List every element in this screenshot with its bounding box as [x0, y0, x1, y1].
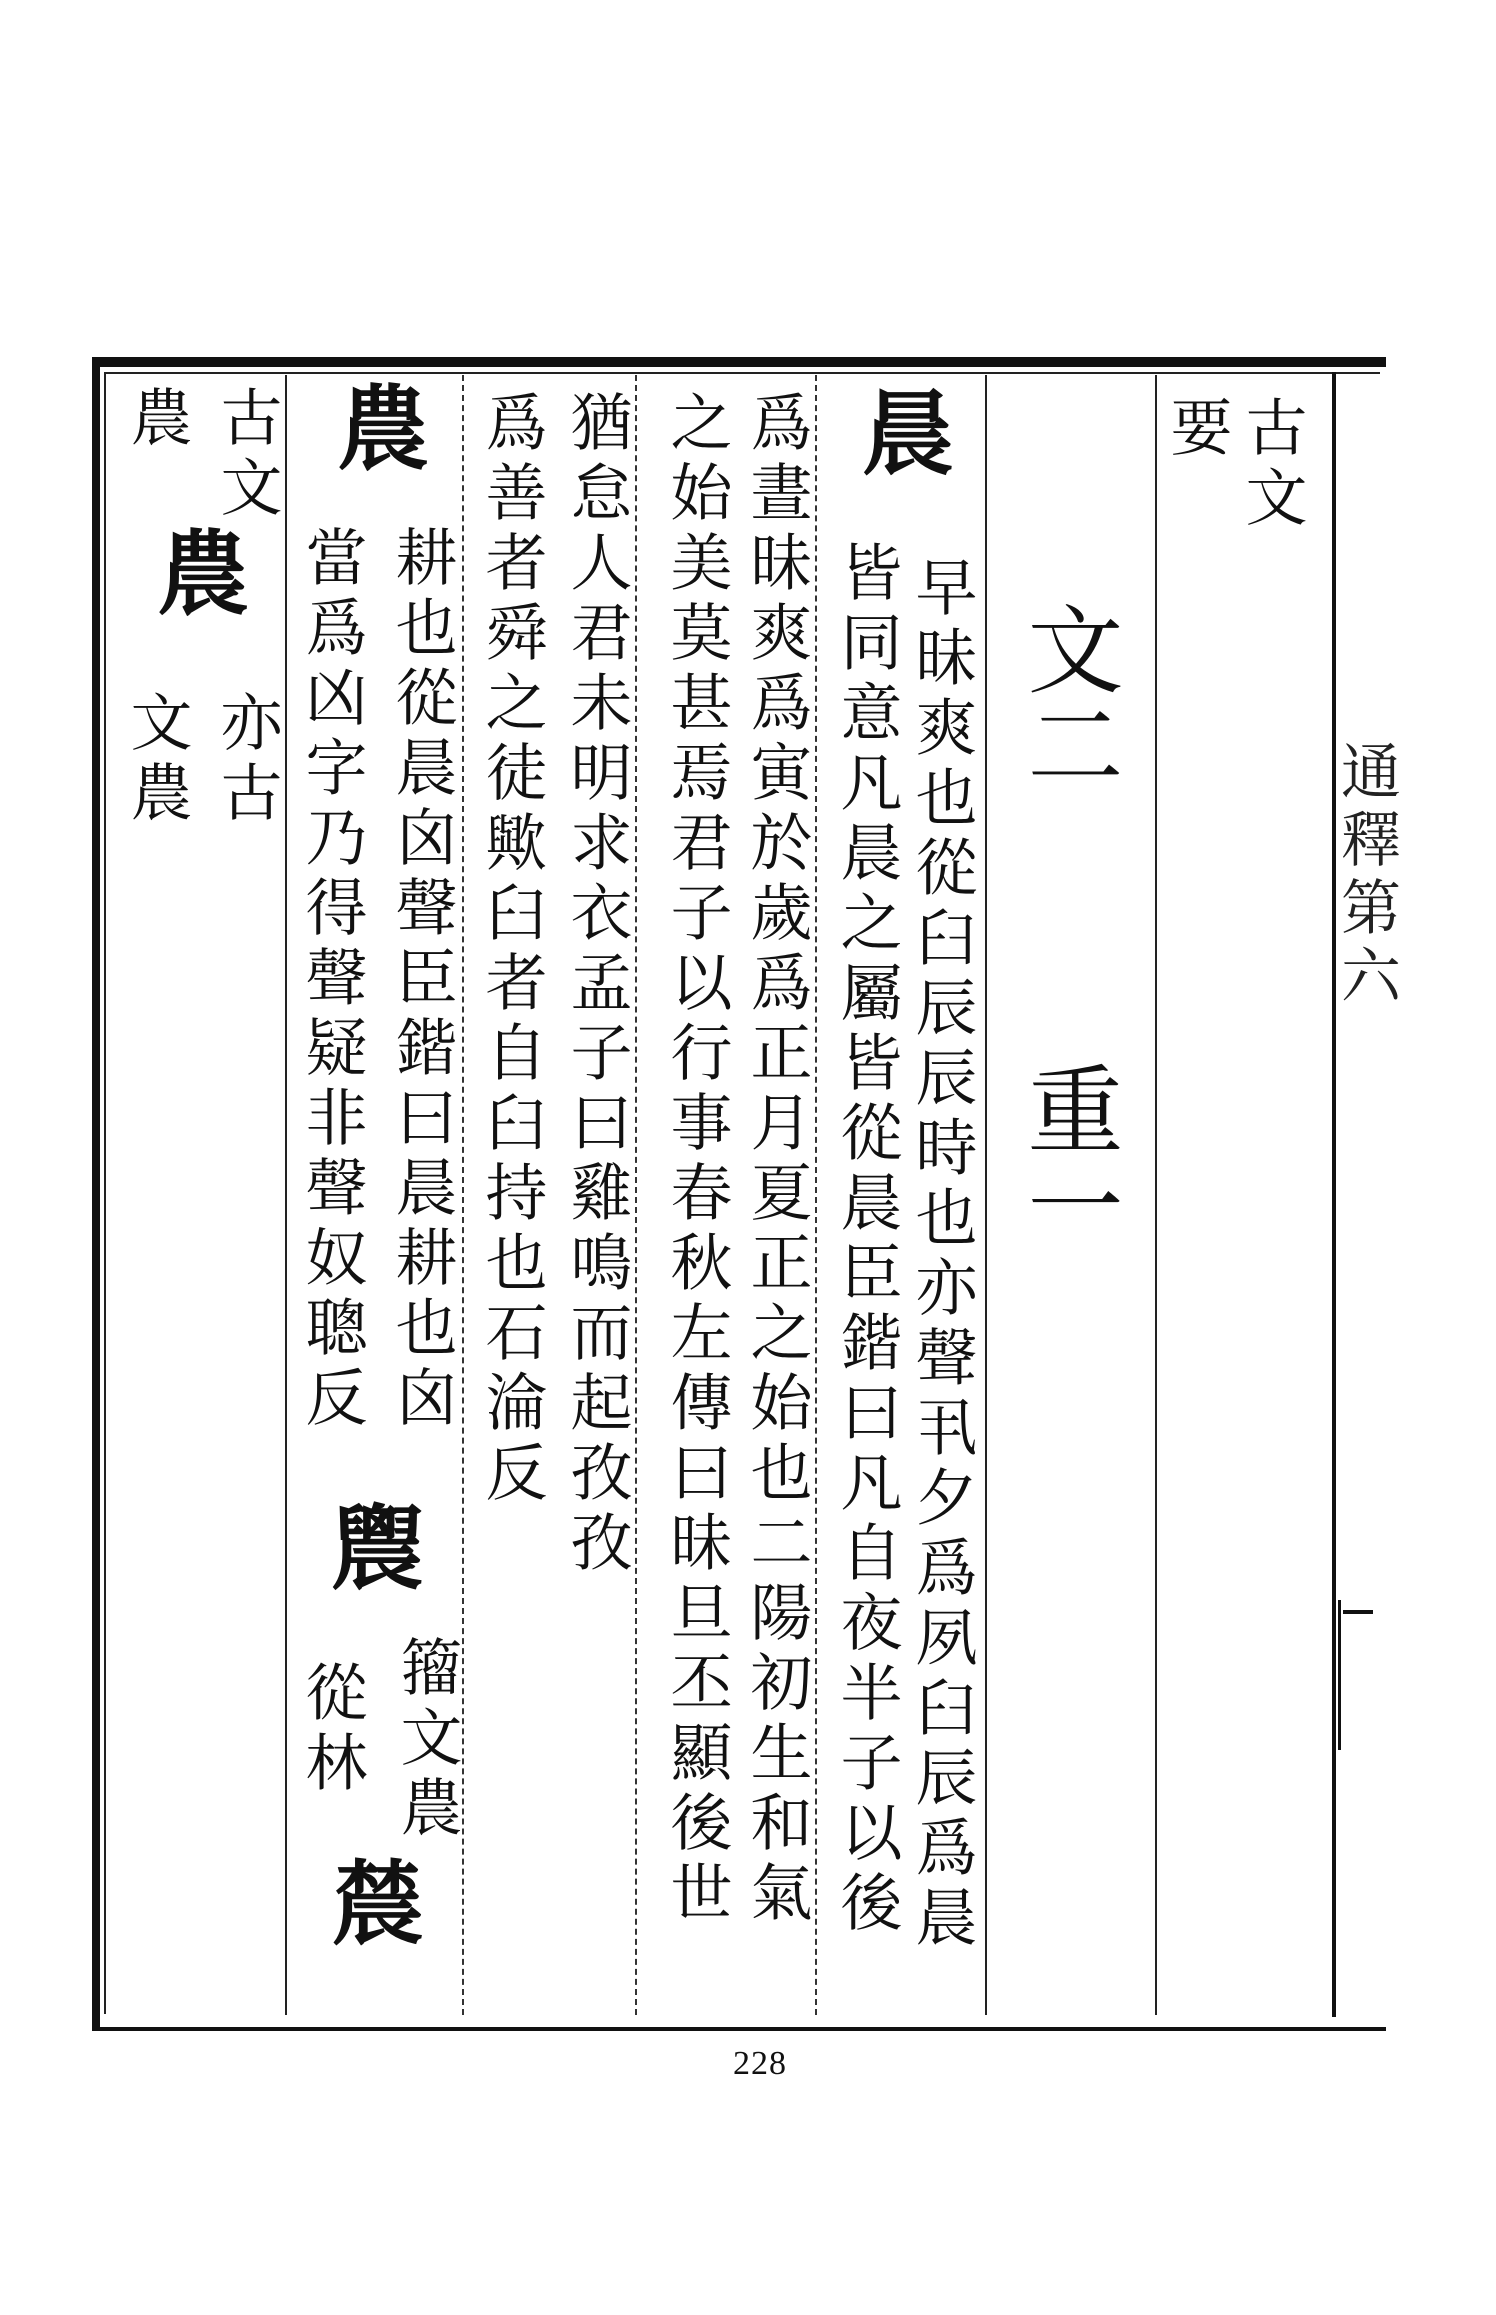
- text-column-8: 爲善者舜之徒歟臼者自臼持也石淪反: [475, 390, 548, 1510]
- text-yi-gu: 亦古: [210, 690, 283, 830]
- text-column-12-top: 農: [120, 385, 193, 455]
- column-rule: [635, 375, 637, 2015]
- page-number: 228: [733, 2045, 787, 2082]
- margin-rule: [1332, 372, 1336, 2017]
- seal-character-nong-variant: 辳: [317, 1855, 425, 1955]
- text-column-7: 猶怠人君未明求衣孟子曰雞鳴而起孜孜: [560, 390, 633, 1580]
- text-column-6: 之始美莫甚焉君子以行事春秋左傳曰昧旦丕顯後世: [660, 390, 733, 1930]
- seal-character-nong-guwen: 農: [142, 525, 250, 625]
- column-rule: [1155, 375, 1157, 2015]
- note-guwen: 古文: [1235, 395, 1308, 535]
- text-wen-nong: 文農: [120, 690, 193, 830]
- heading-wen-er: 文二: [1012, 600, 1124, 792]
- column-rule: [285, 375, 287, 2015]
- text-column-5: 爲晝昧爽爲寅於歲爲正月夏正之始也二陽初生和氣: [740, 390, 813, 1930]
- text-column-10: 當爲凶字乃得聲疑非聲奴聰反: [295, 525, 368, 1435]
- text-guwen-label: 古文: [210, 385, 283, 525]
- column-rule: [985, 375, 987, 2015]
- margin-label-box: [1331, 720, 1401, 1240]
- seal-character-chen: 晨: [847, 385, 955, 485]
- margin-label: 通釋第六: [1331, 740, 1401, 1012]
- text-column-9: 耕也從晨囟聲臣鍇曰晨耕也囟: [385, 525, 458, 1435]
- heading-chong-yi: 重一: [1012, 1060, 1124, 1252]
- seal-character-nong-zhouwen: 䢉: [317, 1500, 425, 1600]
- note-yao: 要: [1160, 395, 1233, 465]
- text-cong-lin: 從林: [295, 1660, 368, 1800]
- column-rule: [815, 375, 817, 2015]
- seal-character-nong: 農: [322, 380, 430, 480]
- text-column-3: 早昧爽也從臼辰辰時也亦聲丮夕爲夙臼辰爲晨: [905, 555, 978, 1955]
- text-column-4: 皆同意凡晨之屬皆從晨臣鍇曰凡自夜半子以後: [830, 540, 903, 1940]
- margin-mark: [1338, 1600, 1391, 1750]
- text-zhouwen-nong: 籀文農: [390, 1635, 463, 1845]
